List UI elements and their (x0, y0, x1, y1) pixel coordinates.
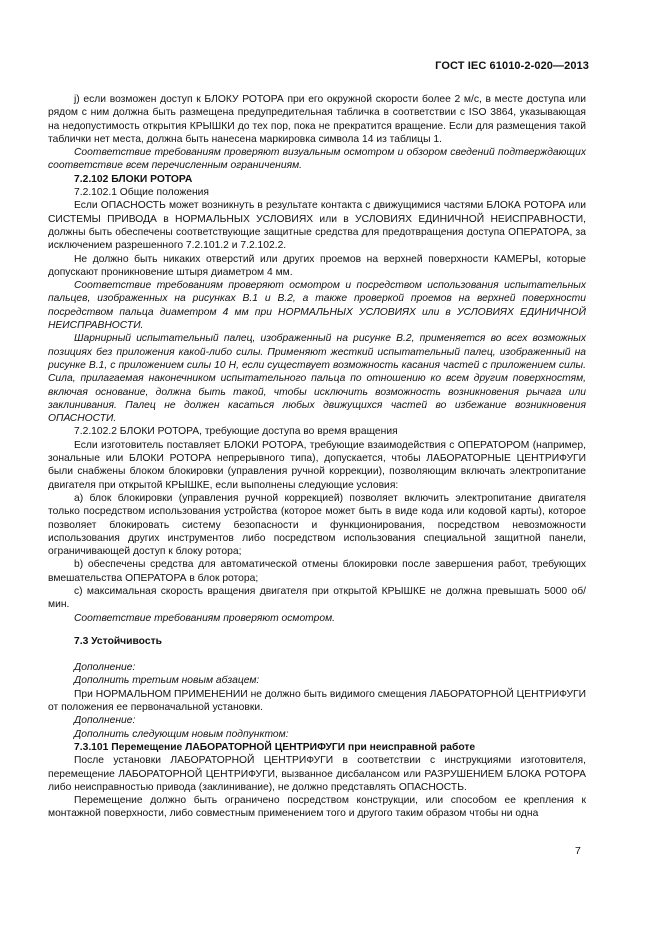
amendment-instruction: Дополнить следующим новым подпунктом: (74, 728, 289, 740)
section-heading-7-3-101: 7.3.101 Перемещение ЛАБОРАТОРНОЙ ЦЕНТРИФУГИ при неисправной работе (74, 741, 476, 753)
paragraph-openings: Не должно быть никаких отверстий или других проемов на верхней поверхности КАМЕРЫ, которые допускают проникновение штыря диаметром 4 мм. (48, 253, 586, 278)
section-heading-7-3: 7.3 Устойчивость (74, 635, 162, 647)
subsection-heading-7-2-102-2: 7.2.102.2 БЛОКИ РОТОРА, требующие доступа во время вращения (74, 426, 398, 438)
amendment-label: Дополнение: (74, 715, 136, 727)
page-number: 7 (575, 845, 581, 857)
list-item-b: b) обеспечены средства для автоматической отмены блокировки после завершения работ, требующих вмешательства ОПЕРАТОРА в блок ротора; (48, 559, 586, 584)
compliance-note: Соответствие требованиям проверяют осмотром. (74, 612, 336, 624)
paragraph-hazard: Если ОПАСНОСТЬ может возникнуть в результате контакта с движущимися частями БЛОКА РОТОРА или СИСТЕМЫ ПРИВОДА в НОРМАЛЬНЫХ УСЛОВИЯХ или в УСЛОВИЯХ ЕДИНИЧНОЙ НЕИСПРАВНОСТИ, должны быть обеспечены соответствующие защитные средства для предотвращения доступа ОПЕРАТОРА, за исключением разрешенного 7.2.101.2 и 7.2.102.2. (48, 200, 586, 252)
paragraph-normal-use: При НОРМАЛЬНОМ ПРИМЕНЕНИИ не должно быть видимого смещения ЛАБОРАТОРНОЙ ЦЕНТРИФУГИ от положения ее первоначальной установки. (48, 688, 586, 714)
list-item-a: а) блок блокировки (управления ручной коррекцией) позволяет включить электропитание двигателя только посредством использования устройства (которое может быть в виде кода или кодовой карты), которое позволяет блокировать систему безопасности и функционирования, посредством невозможности использования других инструментов либо посредством использования специальной защитной панели, ограничивающей доступ к блоку ротора; (48, 492, 586, 558)
paragraph-movement: Перемещение должно быть ограничено посредством конструкции, или способом ее крепления к монтажной поверхности, либо совместным применением того и другого таким образом чтобы ни одна (48, 795, 586, 820)
amendment-instruction: Дополнить третьим новым абзацем: (74, 675, 260, 687)
compliance-note: Соответствие требованиям проверяют визуальным осмотром и обзором сведений подтверждающих соответствие всем перечисленным ограничениям. (48, 147, 586, 172)
paragraph-item-j: j) если возможен доступ к БЛОКУ РОТОРА при его окружной скорости более 2 м/с, в месте доступа или рядом с ним должна быть размещена предупредительная табличка в соответствии с ISO 3864, указывающая на недопустимость открытия КРЫШКИ до тех пор, пока не прекратится вращение. Если для размещения такой таблички нет места, должна быть нанесена маркировка символа 14 из таблицы 1. (48, 94, 586, 145)
paragraph-test-finger: Шарнирный испытательный палец, изображенный на рисунке В.2, применяется во всех возможных позициях без приложения какой-либо силы. Применяют жесткий испытательный палец, изображенный на рисунке В.1, с приложением силы 10 Н, если существует возможность касания частей с приложением силы. Сила, прилагаемая наконечником испытательного пальца по отношению ко всем другим поверхностям, включая основание, должна быть такой, чтобы исключить возможность возникновения рычага или заклинивания. Палец не должен касаться любых движущихся частей во избежание возникновения ОПАСНОСТИ. (48, 333, 586, 425)
compliance-note: Соответствие требованиям проверяют осмотром и посредством использования испытательных пальцев, изображенных на рисунках В.1 и В.2, а также проверкой проемов на верхней поверхности посредством пальца диаметром 4 мм при НОРМАЛЬНЫХ УСЛОВИЯХ или в УСЛОВИЯХ ЕДИНИЧНОЙ НЕИСПРАВНОСТИ. (48, 280, 586, 332)
standard-header: ГОСТ IEC 61010-2-020—2013 (435, 60, 589, 72)
document-body (48, 93, 586, 821)
list-item-c: c) максимальная скорость вращения двигателя при открытой КРЫШКЕ не должна превышать 5000 об/мин. (48, 585, 586, 611)
paragraph-installation: После установки ЛАБОРАТОРНОЙ ЦЕНТРИФУГИ в соответствии с инструкциями изготовителя, перемещение ЛАБОРАТОРНОЙ ЦЕНТРИФУГИ, вызванное дисбалансом или РАЗРУШЕНИЕМ БЛОКА РОТОРА либо неисправностью привода (заклинивание), не должно представлять ОПАСНОСТЬ. (48, 755, 586, 793)
amendment-label: Дополнение: (74, 662, 136, 674)
paragraph-manufacturer: Если изготовитель поставляет БЛОКИ РОТОРА, требующие взаимодействия с ОПЕРАТОРОМ (например, зональные или БЛОКИ РОТОРА непрерывного типа), допускается, чтобы ЛАБОРАТОРНЫЕ ЦЕНТРИФУГИ были снабжены блоком блокировки (управления ручной коррекции), позволяющим включать электропитание двигателя при открытой КРЫШКЕ, если выполнены следующие условия: (48, 439, 586, 491)
section-heading-7-2-102: 7.2.102 БЛОКИ РОТОРА (74, 173, 193, 185)
subsection-heading-7-2-102-1: 7.2.102.1 Общие положения (74, 187, 209, 199)
